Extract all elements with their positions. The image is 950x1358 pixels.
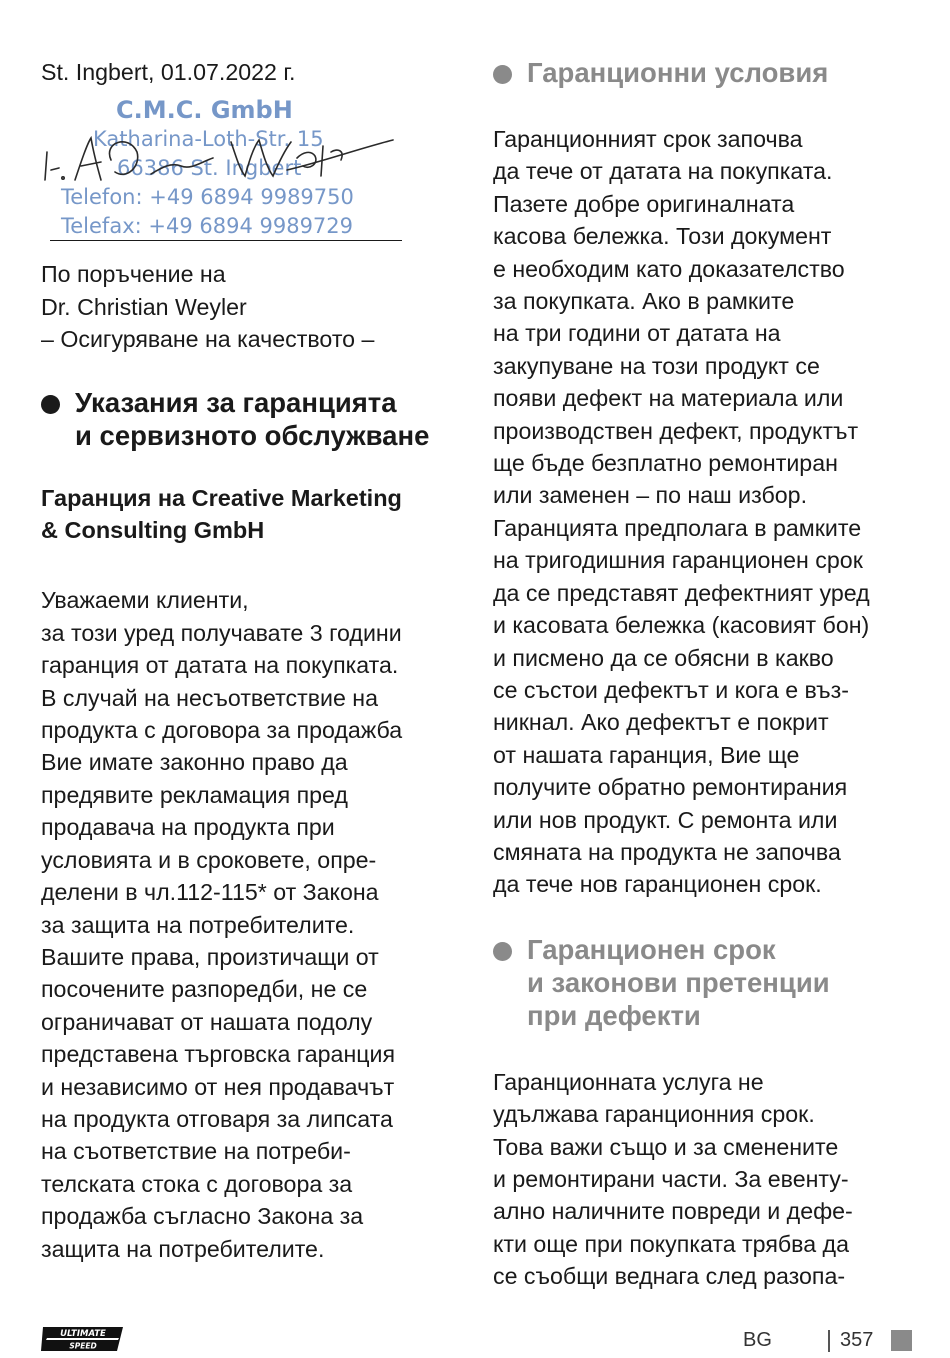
body-line: никнал. Ако дефектът е покрит bbox=[493, 709, 829, 736]
conditions-body bbox=[493, 123, 913, 901]
signer-line: – Осигуряване на качеството – bbox=[41, 326, 375, 353]
signer-line: Dr. Christian Weyler bbox=[41, 293, 247, 320]
body-line: продажба съгласно Закона за bbox=[41, 1203, 364, 1230]
body-line: е необходим като доказателство bbox=[493, 255, 845, 282]
body-line: ограничават от нашата подолу bbox=[41, 1008, 373, 1035]
body-line: предявите рекламация пред bbox=[41, 781, 348, 808]
body-line: условията и в сроковете, опре- bbox=[41, 846, 377, 873]
heading-line: при дефекти bbox=[527, 999, 701, 1031]
period-body bbox=[493, 1066, 913, 1293]
body-line: от нашата гаранция, Вие ще bbox=[493, 741, 800, 768]
ultimate-speed-logo-icon bbox=[41, 1325, 125, 1353]
company-stamp bbox=[41, 94, 396, 244]
body-line: да се представят дефектният уред bbox=[493, 579, 870, 606]
conditions-heading bbox=[493, 56, 913, 89]
body-line: или заменен – по наш избор. bbox=[493, 482, 808, 509]
heading-line: Гаранционни условия bbox=[527, 57, 829, 88]
body-line: Вие имате законно право да bbox=[41, 749, 348, 776]
warranty-subheading bbox=[41, 482, 461, 547]
body-line: за защита на потребителите. bbox=[41, 911, 355, 938]
heading-line: Гаранционен срок bbox=[527, 933, 776, 965]
left-column bbox=[41, 56, 461, 1265]
body-line: касова бележка. Този документ bbox=[493, 223, 832, 250]
body-line: телската стока с договора за bbox=[41, 1170, 353, 1197]
body-line: смяната на продукта не започва bbox=[493, 838, 841, 865]
body-line: Гаранционната услуга не bbox=[493, 1068, 764, 1095]
body-line: и независимо от нея продавачът bbox=[41, 1073, 395, 1100]
body-line: да тече нов гаранционен срок. bbox=[493, 871, 822, 898]
body-line: за този уред получавате 3 години bbox=[41, 619, 402, 646]
logo-word: ULTIMATE bbox=[60, 1329, 106, 1339]
body-line: Уважаеми клиенти, bbox=[41, 587, 249, 614]
body-line: Това важи също и за сменените bbox=[493, 1133, 839, 1160]
body-line: ще бъде безплатно ремонтиран bbox=[493, 450, 838, 477]
heading-line: и сервизното обслужване bbox=[75, 419, 430, 451]
right-column bbox=[493, 56, 913, 1293]
bullet-icon bbox=[493, 65, 512, 84]
body-line: посочените разпоредби, не се bbox=[41, 976, 368, 1003]
body-line: на три години от датата на bbox=[493, 320, 781, 347]
subheading-line: Гаранция на Creative Marketing bbox=[41, 484, 402, 511]
body-line: или нов продукт. С ремонта или bbox=[493, 806, 838, 833]
period-heading bbox=[493, 933, 913, 1032]
stamp-line: Telefax: +49 6894 9989729 bbox=[61, 214, 354, 239]
signer-block bbox=[41, 258, 461, 355]
body-line: появи дефект на материала или bbox=[493, 385, 844, 412]
body-line: ално наличните повреди и дефе- bbox=[493, 1198, 853, 1225]
body-line: и ремонтирани части. За евенту- bbox=[493, 1165, 849, 1192]
body-line: В случай на несъответствие на bbox=[41, 684, 378, 711]
stamp-line: 66386 St. Ingbert bbox=[117, 156, 302, 181]
page-number: 357 bbox=[840, 1329, 874, 1351]
signature-icon bbox=[41, 122, 401, 192]
body-line: кти още при покупката трябва да bbox=[493, 1230, 849, 1257]
subheading-line: & Consulting GmbH bbox=[41, 517, 265, 544]
logo-word: SPEED bbox=[69, 1341, 97, 1351]
body-line: Вашите права, произтичащи от bbox=[41, 943, 379, 970]
body-line: удължава гаранционния срок. bbox=[493, 1101, 815, 1128]
stamp-line: Katharina-Loth-Str. 15 bbox=[93, 127, 324, 152]
body-line: на тригодишния гаранционен срок bbox=[493, 547, 863, 574]
body-line: и касовата бележка (касовият бон) bbox=[493, 612, 870, 639]
footer-divider bbox=[828, 1330, 830, 1352]
body-line: гаранция от датата на покупката. bbox=[41, 652, 399, 679]
body-line: за покупката. Ако в рамките bbox=[493, 288, 795, 315]
body-line: да тече от датата на покупката. bbox=[493, 158, 833, 185]
body-line: представена търговска гаранция bbox=[41, 1041, 396, 1068]
warranty-heading bbox=[41, 386, 461, 452]
body-line: продукта с договора за продажба bbox=[41, 717, 403, 744]
signer-line: По поръчение на bbox=[41, 261, 226, 288]
body-line: Гаранционният срок започва bbox=[493, 126, 803, 152]
body-line: продавача на продукта при bbox=[41, 814, 335, 841]
heading-line: Указания за гаранцията bbox=[75, 386, 397, 418]
body-line: на продукта отговаря за липсата bbox=[41, 1105, 393, 1132]
body-line: Пазете добре оригиналната bbox=[493, 190, 795, 217]
stamp-line: Telefon: +49 6894 9989750 bbox=[61, 185, 354, 210]
body-line: закупуване на този продукт се bbox=[493, 352, 820, 379]
body-line: производствен дефект, продуктът bbox=[493, 417, 859, 444]
body-line: получите обратно ремонтирания bbox=[493, 774, 848, 801]
body-line: защита на потребителите. bbox=[41, 1235, 325, 1262]
bullet-icon bbox=[41, 395, 60, 414]
body-line: делени в чл.112-115* от Закона bbox=[41, 879, 379, 906]
place-date: St. Ingbert, 01.07.2022 г. bbox=[41, 59, 296, 85]
body-line: Гаранцията предполага в рамките bbox=[493, 514, 862, 541]
language-code: BG bbox=[743, 1329, 772, 1351]
body-line: и писмено да се обясни в какво bbox=[493, 644, 834, 671]
stamp-line: C.M.C. GmbH bbox=[116, 96, 293, 125]
body-line: се съобщи веднага след разопа- bbox=[493, 1263, 846, 1290]
body-line: се състои дефектът и кога е въз- bbox=[493, 676, 849, 703]
body-line: на съответствие на потреби- bbox=[41, 1138, 351, 1165]
heading-line: и законови претенции bbox=[527, 966, 830, 998]
page-marker bbox=[891, 1330, 912, 1351]
bullet-icon bbox=[493, 942, 512, 961]
signature-line bbox=[50, 240, 402, 241]
warranty-body bbox=[41, 584, 461, 1265]
